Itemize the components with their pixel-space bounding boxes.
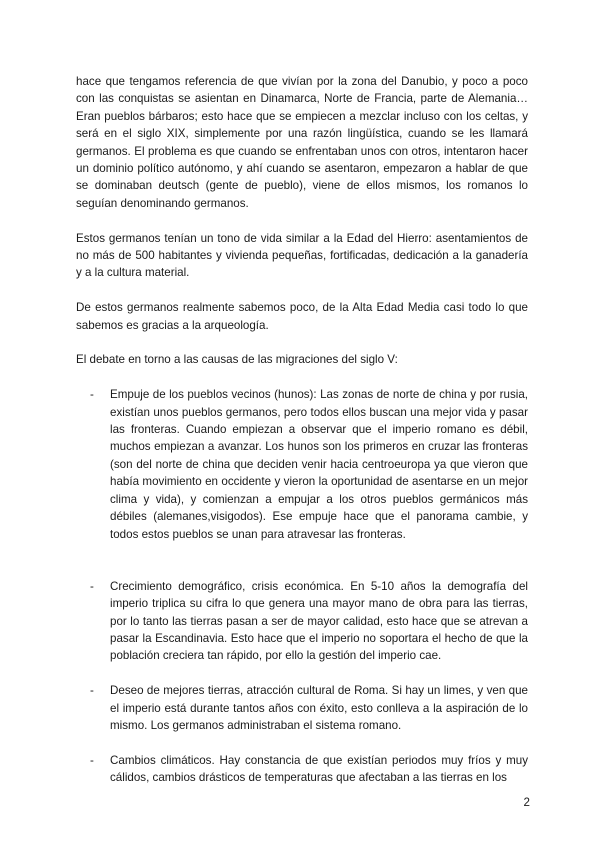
paragraph-debate-intro: El debate en torno a las causas de las migraciones del siglo V: (76, 353, 398, 367)
list-item-text: Deseo de mejores tierras, atracción cultural de Roma. Si hay un limes, y ven que el imperio está durante tantos años con éxito, esto conlleva a la aspiración de lo mismo. Los germanos administraban el sistema romano. (110, 684, 528, 732)
list-item-demographic-growth (76, 578, 528, 665)
migration-causes-list (76, 386, 528, 786)
bullet-dash: - (90, 753, 94, 767)
list-item-text: Cambios climáticos. Hay constancia de que existían periodos muy fríos y muy cálidos, cambios drásticos de temperaturas que afectaban a las tierras en los (110, 753, 528, 785)
paragraph-archaeology: De estos germanos realmente sabemos poco, de la Alta Edad Media casi todo lo que sabemos es gracias a la arqueología. (76, 301, 528, 332)
list-item-climate-change (76, 752, 528, 787)
page-body (76, 73, 528, 804)
paragraph-germanic-origins: hace que tengamos referencia de que vivían por la zona del Danubio, y poco a poco con las conquistas se asientan en Dinamarca, Norte de Francia, parte de Alemania… Eran pueblos bárbaros; esto hace que se empiecen a mezclar incluso con los celtas, y será en el siglo XIX, simplemente por una razón lingüística, cuando se les llamará germanos. El problema es que cuando se enfrentaban unos con otros, intentaron hacer un dominio político autónomo, y ahí cuando se asentaron, empezaron a hablar de que se dominaban deutsch (gente de pueblo), viene de ellos mismos, los romanos lo seguían denominando germanos. (76, 75, 528, 210)
list-item-text: Empuje de los pueblos vecinos (hunos): Las zonas de norte de china y por rusia, existían unos pueblos germanos, pero todos ellos buscan una mejor vida y pasar las fronteras. Cuando empiezan a observar que el imperio romano es débil, muchos empiezan a avanzar. Los hunos son los primeros en cruzar las fronteras (son del norte de china que deciden venir hacia centroeuropa ya que vieron que había movimiento en occidente y vieron la oportunidad de asentarse en un mejor clima y vida), y comienzan a empujar a los otros pueblos germánicos más débiles (alemanes,visigodos). Ese empuje hace que el panorama cambie, y todos estos pueblos se unan para atravesar las fronteras. (110, 388, 528, 541)
list-item-better-lands (76, 682, 528, 734)
list-item-text: Crecimiento demográfico, crisis económica. En 5-10 años la demografía del imperio triplica su cifra lo que genera una mayor mano de obra para las tierras, por lo tanto las tierras pasan a ser de mayor calidad, esto hace que se atrevan a pasar la Escandinavia. Esto hace que el imperio no soportara el hecho de que la población creciera tan rápido, por ello la gestión del imperio cae. (110, 579, 528, 663)
page-number: 2 (523, 796, 530, 809)
bullet-dash: - (90, 388, 94, 402)
paragraph-lifestyle: Estos germanos tenían un tono de vida similar a la Edad del Hierro: asentamientos de no más de 500 habitantes y vivienda pequeñas, fortificadas, dedicación a la ganadería y a la cultura material. (76, 231, 528, 280)
bullet-dash: - (90, 579, 94, 593)
bullet-dash: - (90, 684, 94, 698)
list-item-neighbor-pressure (76, 386, 528, 543)
